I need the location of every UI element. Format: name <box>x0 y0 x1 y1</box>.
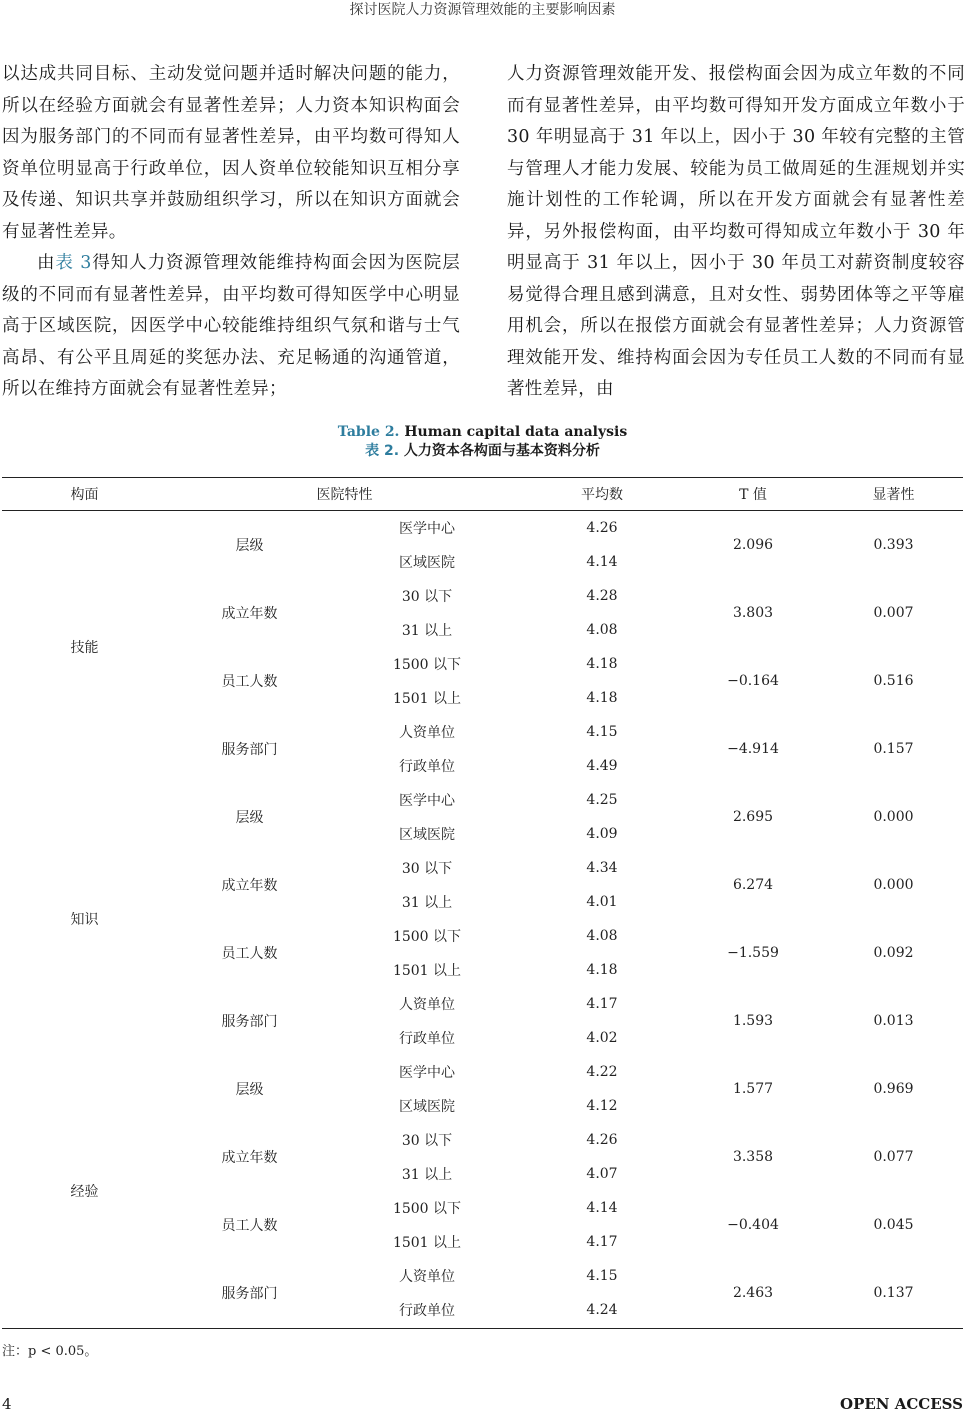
category-cell: 31 以上 <box>401 623 453 639</box>
category-cell: 1501 以上 <box>392 1235 462 1251</box>
caption-title: 人力资本各构面与基本资料分析 <box>403 443 600 459</box>
table-body <box>2 511 963 1328</box>
table-note: 注：p < 0.05。 <box>2 1344 98 1359</box>
category-cell: 医学中心 <box>399 1065 455 1081</box>
running-header: 探讨医院人力资源管理效能的主要影响因素 <box>349 2 616 18</box>
column-header: 显著性 <box>824 477 963 511</box>
mean-cell: 4.17 <box>586 996 618 1012</box>
column-header: 构面 <box>2 477 167 511</box>
category-cell: 1500 以下 <box>392 929 462 945</box>
category-cell: 1500 以下 <box>392 657 462 673</box>
mean-cell: 4.34 <box>586 860 618 876</box>
t-value-cell: −1.559 <box>727 945 779 961</box>
mean-cell: 4.25 <box>586 792 618 808</box>
mean-cell: 4.02 <box>586 1030 618 1046</box>
t-value-cell: −0.404 <box>727 1217 779 1233</box>
t-value-cell: 2.695 <box>732 809 774 825</box>
feature-cell: 层级 <box>235 1082 264 1098</box>
mean-cell: 4.07 <box>586 1166 618 1182</box>
caption-english <box>0 423 965 442</box>
feature-cell: 层级 <box>235 810 264 826</box>
category-cell: 行政单位 <box>399 759 455 775</box>
table-row <box>2 511 963 546</box>
category-cell: 30 以下 <box>401 1133 453 1149</box>
mean-cell: 4.18 <box>586 690 618 706</box>
feature-cell: 成立年数 <box>221 1150 278 1166</box>
significance-cell: 0.092 <box>873 945 914 961</box>
category-cell: 人资单位 <box>399 1269 455 1285</box>
page-number: 4 <box>2 1395 12 1413</box>
feature-cell: 层级 <box>235 538 264 554</box>
category-cell: 人资单位 <box>399 997 455 1013</box>
significance-cell: 0.000 <box>873 877 914 893</box>
category-cell: 1500 以下 <box>392 1201 462 1217</box>
t-value-cell: 1.593 <box>732 1013 774 1029</box>
mean-cell: 4.15 <box>586 724 618 740</box>
category-cell: 31 以上 <box>401 895 453 911</box>
mean-cell: 4.18 <box>586 656 618 672</box>
table-header-row <box>2 477 963 511</box>
category-cell: 1501 以上 <box>392 691 462 707</box>
table-row <box>2 1055 963 1089</box>
left-text-column <box>2 59 460 406</box>
text-span: 由 <box>37 253 56 273</box>
column-header: 平均数 <box>522 477 682 511</box>
feature-cell: 员工人数 <box>221 674 278 690</box>
category-cell: 30 以下 <box>401 861 453 877</box>
category-cell: 31 以上 <box>401 1167 453 1183</box>
mean-cell: 4.24 <box>586 1302 618 1318</box>
t-value-cell: −4.914 <box>727 741 779 757</box>
open-access-label: OPEN ACCESS <box>840 1395 963 1413</box>
category-cell: 医学中心 <box>399 793 455 809</box>
category-cell: 区域医院 <box>399 1099 455 1115</box>
significance-cell: 0.000 <box>873 809 914 825</box>
significance-cell: 0.157 <box>873 741 914 757</box>
table-caption <box>0 423 965 461</box>
caption-title: Human capital data analysis <box>404 424 628 440</box>
mean-cell: 4.26 <box>586 520 618 536</box>
mean-cell: 4.28 <box>586 588 618 604</box>
mean-cell: 4.26 <box>586 1132 618 1148</box>
feature-cell: 成立年数 <box>221 878 278 894</box>
significance-cell: 0.969 <box>873 1081 914 1097</box>
table-bottom-rule <box>2 1328 963 1329</box>
significance-cell: 0.045 <box>873 1217 914 1233</box>
column-header: T 值 <box>682 477 824 511</box>
category-cell: 1501 以上 <box>392 963 462 979</box>
caption-chinese <box>0 442 965 461</box>
category-cell: 区域医院 <box>399 555 455 571</box>
significance-cell: 0.013 <box>873 1013 914 1029</box>
t-value-cell: 6.274 <box>732 877 774 893</box>
table-row <box>2 783 963 817</box>
column-header: 医院特性 <box>167 477 522 511</box>
data-table <box>2 477 963 1327</box>
dimension-cell: 经验 <box>70 1184 99 1200</box>
mean-cell: 4.14 <box>586 1200 618 1216</box>
dimension-cell: 技能 <box>70 640 99 656</box>
dimension-cell: 知识 <box>70 912 99 928</box>
mean-cell: 4.15 <box>586 1268 618 1284</box>
category-cell: 医学中心 <box>399 521 455 537</box>
category-cell: 人资单位 <box>399 725 455 741</box>
right-text-column <box>507 59 965 406</box>
category-cell: 行政单位 <box>399 1031 455 1047</box>
paragraph: 人力资源管理效能开发、报偿构面会因为成立年数的不同而有显著性差异，由平均数可得知开发方面成立年数小于 30 年明显高于 31 年以上，因小于 30 年较有完整的主管与管理人才能力发展、较能为员工做周延的生涯规划并实施计划性的工作轮调，所以在开发方面就会有显著性差异，另外报偿构面，由平均数可得知成立年数小于 30 年明显高于 31 年以上，因小于 30 年员工对薪资制度较容易觉得合理且感到满意，且对女性、弱势团体等之平等雇用机会，所以在报偿方面就会有显著性差异；人力资源管理效能开发、维持构面会因为专任员工人数的不同而有显著性差异，由 <box>507 64 965 399</box>
table-3-link[interactable]: 表 3 <box>55 253 92 273</box>
feature-cell: 服务部门 <box>221 1286 278 1302</box>
category-cell: 行政单位 <box>399 1303 455 1319</box>
mean-cell: 4.08 <box>586 622 618 638</box>
significance-cell: 0.137 <box>873 1285 914 1301</box>
feature-cell: 成立年数 <box>221 606 278 622</box>
significance-cell: 0.393 <box>873 537 914 553</box>
mean-cell: 4.08 <box>586 928 618 944</box>
mean-cell: 4.49 <box>586 758 618 774</box>
mean-cell: 4.14 <box>586 554 618 570</box>
feature-cell: 服务部门 <box>221 742 278 758</box>
significance-cell: 0.516 <box>873 673 914 689</box>
t-value-cell: 1.577 <box>732 1081 774 1097</box>
t-value-cell: 2.096 <box>732 537 774 553</box>
category-cell: 30 以下 <box>401 589 453 605</box>
paragraph: 以达成共同目标、主动发觉问题并适时解决问题的能力，所以在经验方面就会有显著性差异；人力资本知识构面会因为服务部门的不同而有显著性差异，由平均数可得知人资单位明显高于行政单位，因人资单位较能知识互相分享及传递、知识共享并鼓励组织学习，所以在知识方面就会有显著性差异。 <box>2 64 460 242</box>
feature-cell: 服务部门 <box>221 1014 278 1030</box>
t-value-cell: 3.358 <box>732 1149 774 1165</box>
significance-cell: 0.077 <box>873 1149 914 1165</box>
mean-cell: 4.01 <box>586 894 618 910</box>
feature-cell: 员工人数 <box>221 946 278 962</box>
caption-label: Table 2. <box>337 424 400 440</box>
category-cell: 区域医院 <box>399 827 455 843</box>
text-span: 得知人力资源管理效能维持构面会因为医院层级的不同而有显著性差异，由平均数可得知医学中心明显高于区域医院，因医学中心较能维持组织气氛和谐与士气高昂、有公平且周延的奖惩办法、充足畅通的沟通管道，所以在维持方面就会有显著性差异； <box>2 253 460 399</box>
mean-cell: 4.09 <box>586 826 618 842</box>
t-value-cell: 2.463 <box>732 1285 774 1301</box>
mean-cell: 4.17 <box>586 1234 618 1250</box>
paragraph <box>2 248 460 406</box>
mean-cell: 4.12 <box>586 1098 618 1114</box>
feature-cell: 员工人数 <box>221 1218 278 1234</box>
mean-cell: 4.22 <box>586 1064 618 1080</box>
t-value-cell: 3.803 <box>732 605 774 621</box>
significance-cell: 0.007 <box>873 605 914 621</box>
mean-cell: 4.18 <box>586 962 618 978</box>
caption-label: 表 2. <box>365 443 400 459</box>
t-value-cell: −0.164 <box>727 673 779 689</box>
